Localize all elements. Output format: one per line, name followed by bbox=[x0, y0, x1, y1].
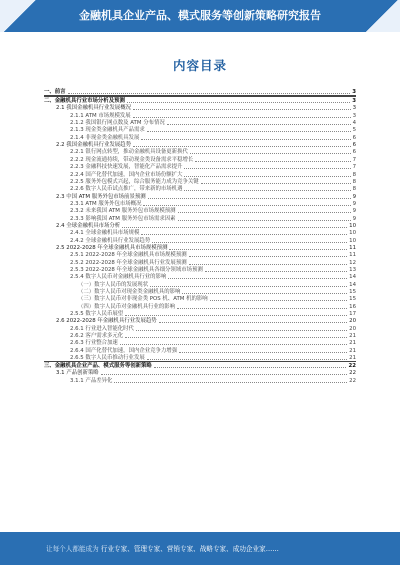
toc-entry-label: 2.6.4 国产化替代加速，国内企业竞争力增强 bbox=[70, 347, 178, 354]
toc-leader-dots bbox=[167, 124, 351, 125]
toc-entry-page: 21 bbox=[349, 355, 356, 362]
toc-entry-label: 2.1.1 ATM 市场规模发展 bbox=[70, 112, 131, 119]
toc-entry[interactable] bbox=[44, 332, 356, 339]
toc-entry-page: 9 bbox=[352, 193, 356, 200]
toc-leader-dots bbox=[143, 205, 350, 206]
toc-entry-page: 15 bbox=[349, 289, 356, 295]
toc-entry[interactable] bbox=[44, 163, 356, 170]
toc-entry[interactable] bbox=[44, 288, 356, 295]
toc-entry[interactable] bbox=[44, 133, 356, 140]
toc-leader-dots bbox=[178, 212, 351, 213]
toc-leader-dots bbox=[133, 109, 351, 110]
toc-entry[interactable] bbox=[44, 251, 356, 258]
toc-entry-label: 2.1.3 现金类金融机具产品需求 bbox=[70, 127, 145, 134]
toc-entry[interactable] bbox=[44, 88, 356, 95]
toc-entry-label: 2.1.2 我国银行网点数及 ATM 分布情况 bbox=[70, 120, 165, 127]
toc-entry[interactable] bbox=[44, 178, 356, 185]
toc-entry-page: 7 bbox=[352, 156, 356, 163]
toc-entry[interactable] bbox=[44, 170, 356, 177]
toc-entry[interactable] bbox=[44, 310, 356, 317]
toc-entry-page: 21 bbox=[349, 340, 356, 347]
toc-entry-page: 10 bbox=[349, 230, 356, 237]
toc-entry-label: 2.6.5 数字人民币推动行业发展 bbox=[70, 355, 145, 362]
toc-entry-page: 8 bbox=[352, 186, 356, 193]
toc-entry-page: 3 bbox=[352, 98, 356, 105]
toc-entry-page: 7 bbox=[352, 164, 356, 171]
toc-leader-dots bbox=[169, 249, 347, 250]
toc-leader-dots bbox=[68, 93, 351, 94]
toc-leader-dots bbox=[177, 308, 347, 309]
toc-entry-page: 11 bbox=[349, 252, 356, 259]
toc-entry-page: 4 bbox=[352, 120, 356, 127]
toc-entry-label: （一）数字人民币的发展现状 bbox=[78, 281, 149, 288]
toc-leader-dots bbox=[159, 322, 347, 323]
toc-entry-page: 17 bbox=[349, 311, 356, 318]
toc-entry[interactable] bbox=[44, 148, 356, 155]
toc-entry-page: 15 bbox=[349, 296, 356, 303]
toc-entry-page: 20 bbox=[349, 325, 356, 332]
toc-entry[interactable] bbox=[44, 104, 356, 111]
toc-entry-label: 二、金融机具行业市场分析及预测 bbox=[44, 98, 125, 105]
toc-leader-dots bbox=[141, 234, 347, 235]
toc-entry-page: 6 bbox=[352, 142, 356, 149]
toc-entry[interactable] bbox=[44, 236, 356, 243]
toc-entry-label: （四）数字人民币对金融机具行业的影响 bbox=[78, 303, 176, 310]
toc-entry[interactable] bbox=[44, 207, 356, 214]
toc-entry-label: 2.5 2022-2028 年全球金融机具市场规模预测 bbox=[56, 244, 168, 251]
toc-entry[interactable] bbox=[44, 324, 356, 331]
toc-entry[interactable] bbox=[44, 266, 356, 273]
toc-leader-dots bbox=[141, 139, 350, 140]
toc-leader-dots bbox=[190, 153, 351, 154]
toc-entry[interactable] bbox=[44, 185, 356, 192]
toc-entry[interactable] bbox=[44, 141, 356, 148]
toc-entry-label: 2.2.6 数字人民币试点推广，带来新的市场机遇 bbox=[70, 186, 183, 193]
toc-leader-dots bbox=[205, 271, 347, 272]
toc-entry[interactable] bbox=[44, 155, 356, 162]
toc-entry-page: 16 bbox=[349, 303, 356, 310]
toc-entry-page: 12 bbox=[349, 259, 356, 266]
toc-entry-page: 9 bbox=[352, 200, 356, 207]
toc-leader-dots bbox=[182, 293, 347, 294]
toc-entry[interactable] bbox=[44, 362, 356, 369]
toc-entry-label: 2.2.4 国产化替代加速，国内企业市场份额扩大 bbox=[70, 171, 183, 178]
toc-entry-label: 2.5.5 数字人民币展望 bbox=[70, 311, 124, 318]
toc-entry[interactable] bbox=[44, 214, 356, 221]
toc-entry-label: 3.1 产品创新策略 bbox=[56, 370, 99, 377]
toc-entry-label: 2.6.2 客户需求多元化 bbox=[70, 333, 124, 340]
toc-entry[interactable] bbox=[44, 280, 356, 287]
toc-leader-dots bbox=[125, 337, 347, 338]
toc-entry[interactable] bbox=[44, 376, 356, 383]
toc-entry-label: 2.2.5 服务外包模式兴起，综合服务能力成为竞争关键 bbox=[70, 178, 199, 185]
toc-leader-dots bbox=[184, 190, 350, 191]
toc-entry-label: 2.2.2 现金流通持续，带动现金类设备需求平稳增长 bbox=[70, 156, 194, 163]
toc-entry-page: 20 bbox=[349, 318, 356, 325]
toc-entry[interactable] bbox=[44, 229, 356, 236]
toc-leader-dots bbox=[195, 161, 350, 162]
toc-entry[interactable] bbox=[44, 354, 356, 361]
footer-roles: 行业专家、管理专家、营销专家、战略专家、成功企业家…… bbox=[100, 545, 279, 553]
toc-entry-label: 2.5.4 数字人民币对金融机具行业的影响 bbox=[70, 274, 167, 281]
toc-entry[interactable] bbox=[44, 126, 356, 133]
toc-entry-page: 21 bbox=[349, 347, 356, 354]
toc-entry-label: 2.3.1 ATM 服务外包市场概况 bbox=[70, 200, 142, 207]
toc-leader-dots bbox=[147, 131, 351, 132]
toc-leader-dots bbox=[148, 198, 351, 199]
toc-leader-dots bbox=[127, 102, 350, 103]
toc-entry-label: 2.2 我国金融机具行业发展趋势 bbox=[56, 142, 131, 149]
toc-entry-page: 9 bbox=[352, 215, 356, 222]
toc-entry-page: 8 bbox=[352, 171, 356, 178]
toc-entry-page: 10 bbox=[349, 222, 356, 229]
toc-entry-label: 2.3 中国 ATM 服务外包市场前景预测 bbox=[56, 193, 146, 200]
toc-leader-dots bbox=[122, 227, 347, 228]
toc-leader-dots bbox=[133, 146, 351, 147]
toc-leader-dots bbox=[184, 176, 350, 177]
toc-leader-dots bbox=[189, 264, 348, 265]
toc-title: 内容目录 bbox=[172, 58, 227, 73]
toc-entry-page: 6 bbox=[352, 149, 356, 156]
toc-leader-dots bbox=[189, 256, 348, 257]
toc-leader-dots bbox=[101, 374, 348, 375]
toc-entry-page: 5 bbox=[352, 127, 356, 134]
toc-entry[interactable] bbox=[44, 200, 356, 207]
toc-leader-dots bbox=[152, 242, 347, 243]
toc-entry-page: 21 bbox=[349, 333, 356, 340]
toc-entry-label: 2.2.1 银行网点转型，推动金融机具设备更新换代 bbox=[70, 149, 188, 156]
toc-leader-dots bbox=[150, 286, 347, 287]
toc-entry[interactable] bbox=[44, 369, 356, 376]
toc-entry-page: 11 bbox=[349, 244, 356, 251]
toc-leader-dots bbox=[154, 367, 347, 368]
toc-entry-label: 2.3.3 影响我国 ATM 服务外包市场需求因素 bbox=[70, 215, 176, 222]
toc-leader-dots bbox=[136, 330, 347, 331]
toc-entry[interactable] bbox=[44, 244, 356, 251]
toc-entry[interactable] bbox=[44, 192, 356, 199]
toc-entry-label: 2.1 我国金融机具行业发展概况 bbox=[56, 105, 131, 112]
toc-leader-dots bbox=[133, 117, 351, 118]
toc-entry[interactable] bbox=[44, 339, 356, 346]
toc-entry-page: 3 bbox=[352, 105, 356, 112]
toc-entry[interactable] bbox=[44, 302, 356, 309]
toc-entry-page: 22 bbox=[348, 363, 356, 370]
toc-leader-dots bbox=[179, 352, 347, 353]
toc-entry-page: 8 bbox=[352, 178, 356, 185]
toc-entry-label: 3.1.1 产品差异化 bbox=[70, 377, 113, 384]
toc-entry[interactable] bbox=[44, 295, 356, 302]
toc-entry-label: 2.3.2 未来我国 ATM 服务外包市场规模预测 bbox=[70, 208, 176, 215]
toc-entry-page: 22 bbox=[349, 370, 356, 377]
toc-entry-page: 6 bbox=[352, 134, 356, 141]
toc-leader-dots bbox=[210, 300, 347, 301]
toc-entry[interactable] bbox=[44, 317, 356, 324]
toc-entry[interactable] bbox=[44, 258, 356, 265]
toc-entry[interactable] bbox=[44, 119, 356, 126]
toc-entry-label: 2.6.1 行业进入智能化时代 bbox=[70, 325, 134, 332]
toc-leader-dots bbox=[147, 359, 347, 360]
toc-entry[interactable] bbox=[44, 222, 356, 229]
toc-leader-dots bbox=[201, 183, 351, 184]
toc-leader-dots bbox=[178, 220, 351, 221]
toc-entry-label: 2.5.2 2022-2028 年全球金融机具行业发展预测 bbox=[70, 259, 187, 266]
toc-entry[interactable] bbox=[44, 97, 356, 104]
toc-entry-label: 三、金融机具企业产品、模式服务等创新策略 bbox=[44, 363, 152, 370]
toc-entry-label: 2.4.2 全球金融机具行业发展趋势 bbox=[70, 237, 151, 244]
toc-entry-label: 2.6 2022-2028 年金融机具行业发展趋势 bbox=[56, 318, 157, 325]
toc-entry-label: 2.4.1 全球金融机具市场规模 bbox=[70, 230, 140, 237]
report-title: 金融机具企业产品、模式服务等创新策略研究报告 bbox=[79, 9, 321, 22]
toc-entry-label: （二）数字人民币对现金类金融机具的影响 bbox=[78, 289, 181, 295]
toc-entry-page: 3 bbox=[352, 89, 356, 96]
toc-entry-page: 14 bbox=[349, 274, 356, 281]
toc-entry-label: 2.5.3 2022-2028 年全球金融机具各细分领域市场预测 bbox=[70, 266, 203, 273]
toc-entry-page: 9 bbox=[352, 208, 356, 215]
toc-entry-label: 2.4 全球金融机具市场分析 bbox=[56, 222, 121, 229]
footer-slogan: 让每个人都能成为 bbox=[46, 545, 99, 553]
toc-leader-dots bbox=[125, 315, 347, 316]
toc-entry-label: 一、前言 bbox=[44, 89, 66, 96]
toc-entry-label: 2.5.1 2022-2028 年全球金融机具市场规模预测 bbox=[70, 252, 187, 259]
toc-leader-dots bbox=[114, 382, 347, 383]
toc-entry-label: 2.2.3 金融科技快速发展，智能化产品需求提升 bbox=[70, 164, 183, 171]
toc-entry-label: 2.1.4 非现金类金融机具发展 bbox=[70, 134, 140, 141]
toc-entry-page: 22 bbox=[349, 377, 356, 384]
toc-entry-label: （三）数字人民币对非现金类 POS 机、ATM 机的影响 bbox=[78, 296, 208, 303]
footer-text bbox=[46, 543, 279, 553]
toc-entry-label: 2.6.3 行业整合加速 bbox=[70, 340, 118, 347]
toc-leader-dots bbox=[184, 168, 350, 169]
toc-entry-page: 13 bbox=[349, 266, 356, 273]
table-of-contents bbox=[44, 88, 356, 384]
toc-entry-page: 14 bbox=[349, 281, 356, 288]
toc-entry[interactable] bbox=[44, 346, 356, 353]
toc-leader-dots bbox=[120, 344, 347, 345]
toc-entry[interactable] bbox=[44, 111, 356, 118]
toc-entry-page: 10 bbox=[349, 237, 356, 244]
toc-leader-dots bbox=[168, 278, 347, 279]
toc-entry-page: 3 bbox=[352, 112, 356, 119]
report-footer bbox=[0, 532, 400, 565]
report-header bbox=[0, 0, 400, 32]
toc-entry[interactable] bbox=[44, 273, 356, 280]
